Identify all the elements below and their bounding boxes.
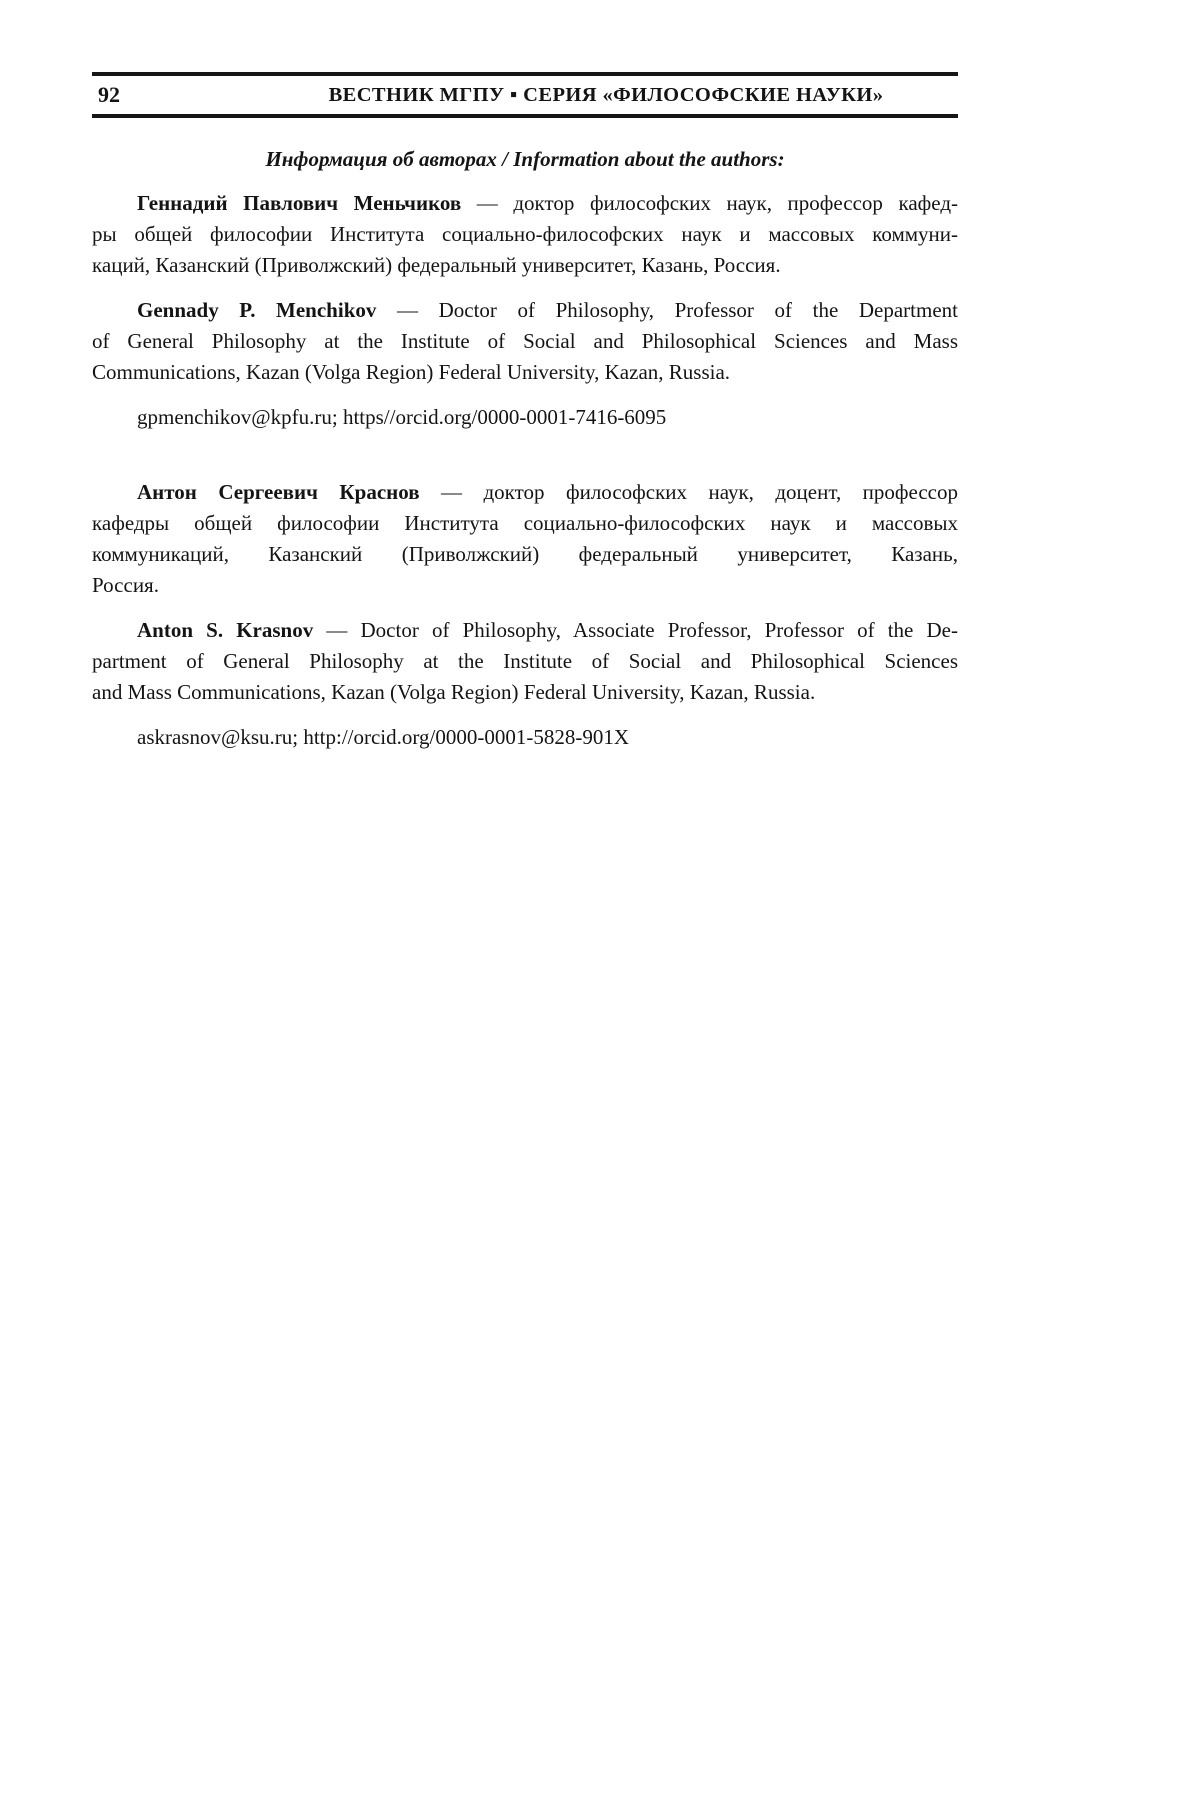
- bio-line-text: — доктор философских наук, профессор кафед-: [461, 191, 958, 215]
- bio-line: partment of General Philosophy at the Institute of Social and Philosophical Sciences: [92, 649, 958, 673]
- author1-name-en: Gennady P. Menchikov: [137, 298, 377, 322]
- author1-bio-en: [92, 295, 958, 388]
- author2-name-en: Anton S. Krasnov: [137, 618, 314, 642]
- author2-name-ru: Антон Сергеевич Краснов: [137, 480, 420, 504]
- bio-line: Россия.: [92, 573, 159, 597]
- author2-bio-ru: [92, 477, 958, 601]
- author1-name-ru: Геннадий Павлович Меньчиков: [137, 191, 462, 215]
- bio-line: [92, 615, 958, 646]
- bio-line-text: — Doctor of Philosophy, Associate Professor, Professor of the De-: [313, 618, 958, 642]
- bio-line: [92, 188, 958, 219]
- bio-line-text: — Doctor of Philosophy, Professor of the Department: [376, 298, 959, 322]
- running-head: [92, 76, 958, 114]
- bio-line: [92, 477, 958, 508]
- journal-title: ВЕСТНИК МГПУ ▪ СЕРИЯ «ФИЛОСОФСКИЕ НАУКИ»: [328, 83, 884, 106]
- author1-bio-ru: [92, 188, 958, 281]
- section-heading: Информация об авторах / Information about the authors:: [265, 147, 785, 171]
- bio-line: кафедры общей философии Института социально-философских наук и массовых: [92, 511, 958, 535]
- author1-contact: gpmenchikov@kpfu.ru; https//orcid.org/0000-0001-7416-6095: [137, 405, 667, 429]
- bio-line: ры общей философии Института социально-философских наук и массовых коммуни-: [92, 222, 958, 246]
- bio-line: каций, Казанский (Приволжский) федеральный университет, Казань, Россия.: [92, 253, 781, 277]
- author2-contact: askrasnov@ksu.ru; http://orcid.org/0000-0001-5828-901X: [137, 725, 629, 749]
- bio-line: коммуникаций, Казанский (Приволжский) федеральный университет, Казань,: [92, 542, 958, 566]
- bio-line: Communications, Kazan (Volga Region) Federal University, Kazan, Russia.: [92, 360, 731, 384]
- bio-line: of General Philosophy at the Institute of Social and Philosophical Sciences and Mass: [92, 329, 958, 353]
- author2-bio-en: [92, 615, 958, 708]
- header-rule-bottom: [92, 114, 958, 118]
- page-number: 92: [98, 82, 120, 107]
- bio-line: and Mass Communications, Kazan (Volga Region) Federal University, Kazan, Russia.: [92, 680, 816, 704]
- page-content: [92, 0, 958, 753]
- bio-line: [92, 295, 958, 326]
- bio-line-text: — доктор философских наук, доцент, профессор: [419, 480, 958, 504]
